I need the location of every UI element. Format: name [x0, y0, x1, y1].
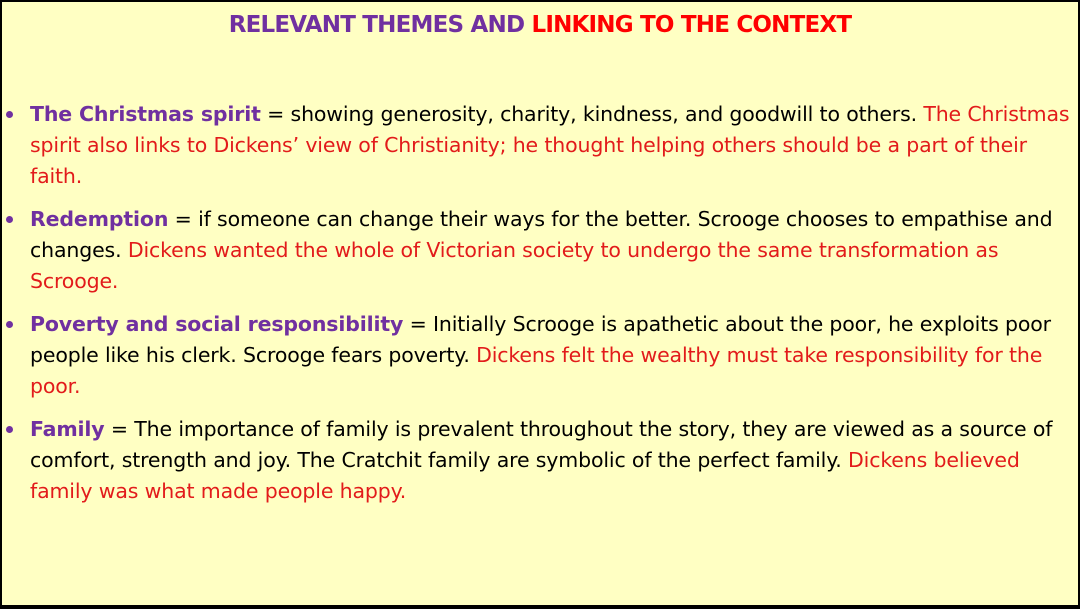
theme-redemption: [2, 204, 1074, 297]
bullet-icon: [6, 111, 13, 118]
theme-context: Dickens felt the wealthy must take responsibility for the poor.: [30, 343, 1043, 398]
slide-title: [2, 10, 1078, 40]
theme-term: Poverty and social responsibility: [30, 312, 404, 336]
bullet-icon: [6, 216, 13, 223]
theme-definition: = The importance of family is prevalent throughout the story, they are viewed as a source of comfort, strength and joy. The Cratchit family are symbolic of the perfect family.: [30, 417, 1053, 472]
theme-definition: = Initially Scrooge is apathetic about the poor, he exploits poor people like his clerk. Scrooge fears poverty.: [30, 312, 1051, 367]
title-themes: RELEVANT THEMES AND: [228, 12, 532, 38]
theme-term: Family: [30, 417, 105, 441]
bullet-icon: [6, 426, 13, 433]
theme-term: The Christmas spirit: [30, 102, 261, 126]
theme-family: [2, 414, 1074, 507]
theme-christmas-spirit: [2, 99, 1074, 192]
slide: [2, 2, 1078, 605]
theme-poverty: [2, 309, 1074, 402]
theme-definition: = if someone can change their ways for the better. Scrooge chooses to empathise and changes.: [30, 207, 1053, 262]
theme-term: Redemption: [30, 207, 169, 231]
title-context: LINKING TO THE CONTEXT: [531, 12, 852, 38]
themes-list: [2, 99, 1074, 519]
theme-context: Dickens wanted the whole of Victorian society to undergo the same transformation as Scrooge.: [30, 238, 999, 293]
theme-context: The Christmas spirit also links to Dickens’ view of Christianity; he thought helping others should be a part of their faith.: [30, 102, 1070, 188]
theme-definition: = showing generosity, charity, kindness, and goodwill to others.: [260, 102, 924, 126]
bullet-icon: [6, 321, 13, 328]
theme-context: Dickens believed family was what made people happy.: [30, 448, 1020, 503]
